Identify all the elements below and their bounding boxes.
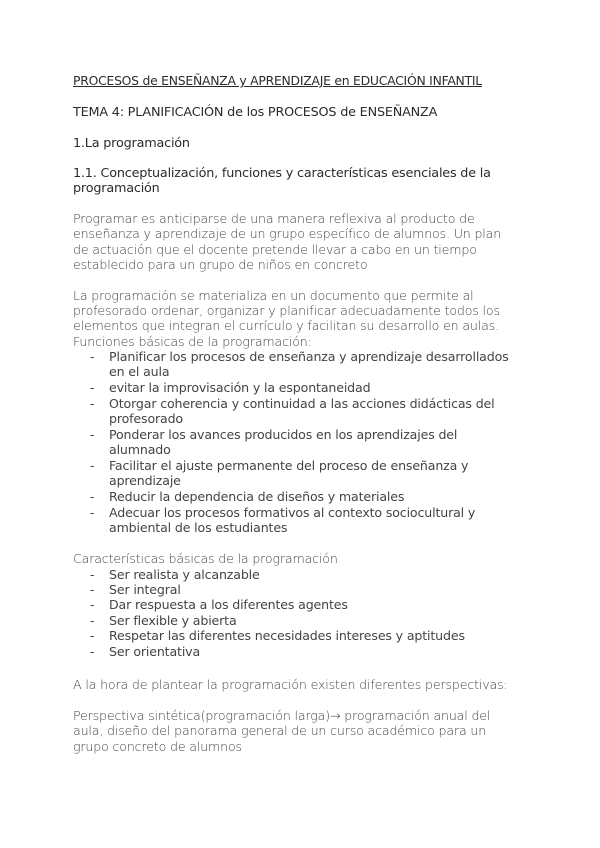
list-item-text: Dar respuesta a los diferentes agentes <box>109 597 348 612</box>
bullet-dash: - <box>90 505 95 520</box>
document-title: PROCESOS de ENSEÑANZA y APRENDIZAJE en EDUCACIÓN INFANTIL <box>73 73 482 88</box>
funciones-heading: Funciones básicas de la programación: <box>73 334 312 349</box>
bullet-dash: - <box>90 597 95 612</box>
bullet-dash: - <box>90 644 95 659</box>
list-item-text-cont: alumnado <box>109 442 171 458</box>
paragraph-1-line: establecido para un grupo de niños en concreto <box>73 257 368 272</box>
bullet-dash: - <box>90 567 95 582</box>
list-item-text-cont: aprendizaje <box>109 473 181 489</box>
paragraph-1-line: enseñanza y aprendizaje de un grupo específico de alumnos. Un plan <box>73 226 502 241</box>
perspectiva-sintetica-line: grupo concreto de alumnos <box>73 739 242 754</box>
list-item-text: Adecuar los procesos formativos al contexto sociocultural y <box>109 505 476 520</box>
list-item-text-cont: ambiental de los estudiantes <box>109 520 288 536</box>
list-item-text: Ponderar los avances producidos en los aprendizajes del <box>109 427 458 442</box>
list-item-text: Reducir la dependencia de diseños y materiales <box>109 489 405 504</box>
bullet-dash: - <box>90 613 95 628</box>
subsection-heading-line-1: 1.1. Conceptualización, funciones y características esenciales de la <box>73 166 491 181</box>
perspectiva-sintetica-line: Perspectiva sintética(programación larga)→ programación anual del <box>73 708 491 723</box>
list-item-text: Respetar las diferentes necesidades intereses y aptitudes <box>109 628 465 643</box>
list-item-text: Ser integral <box>109 582 181 597</box>
bullet-dash: - <box>90 628 95 643</box>
paragraph-2-line: La programación se materializa en un documento que permite al <box>73 288 474 303</box>
bullet-dash: - <box>90 427 95 442</box>
list-item-text: evitar la improvisación y la espontaneidad <box>109 380 371 395</box>
paragraph-1-line: de actuación que el docente pretende llevar a cabo en un tiempo <box>73 242 477 257</box>
topic-heading: TEMA 4: PLANIFICACIÓN de los PROCESOS de ENSEÑANZA <box>73 105 438 120</box>
list-item-text: Planificar los procesos de enseñanza y aprendizaje desarrollados <box>109 349 509 364</box>
bullet-dash: - <box>90 380 95 395</box>
bullet-dash: - <box>90 582 95 597</box>
paragraph-2-line: elementos que integran el currículo y facilitan su desarrollo en aulas. <box>73 318 499 333</box>
subsection-heading-line-2: programación <box>73 181 160 196</box>
list-item-text: Facilitar el ajuste permanente del proceso de enseñanza y <box>109 458 469 473</box>
caracteristicas-heading: Características básicas de la programación <box>73 551 338 566</box>
list-item-text-cont: profesorado <box>109 411 183 427</box>
bullet-dash: - <box>90 349 95 364</box>
perspectiva-sintetica-line: aula, diseño del panorama general de un curso académico para un <box>73 723 487 738</box>
paragraph-1-line: Programar es anticiparse de una manera reflexiva al producto de <box>73 211 475 226</box>
list-item-text: Ser orientativa <box>109 644 201 659</box>
bullet-dash: - <box>90 489 95 504</box>
bullet-dash: - <box>90 458 95 473</box>
section-heading: 1.La programación <box>73 136 190 151</box>
paragraph-2-line: profesorado ordenar, organizar y planificar adecuadamente todos los <box>73 303 500 318</box>
list-item-text: Otorgar coherencia y continuidad a las acciones didácticas del <box>109 396 495 411</box>
list-item-text: Ser realista y alcanzable <box>109 567 260 582</box>
perspectivas-intro: A la hora de plantear la programación existen diferentes perspectivas: <box>73 677 508 692</box>
bullet-dash: - <box>90 396 95 411</box>
list-item-text-cont: en el aula <box>109 364 170 380</box>
list-item-text: Ser flexible y abierta <box>109 613 237 628</box>
